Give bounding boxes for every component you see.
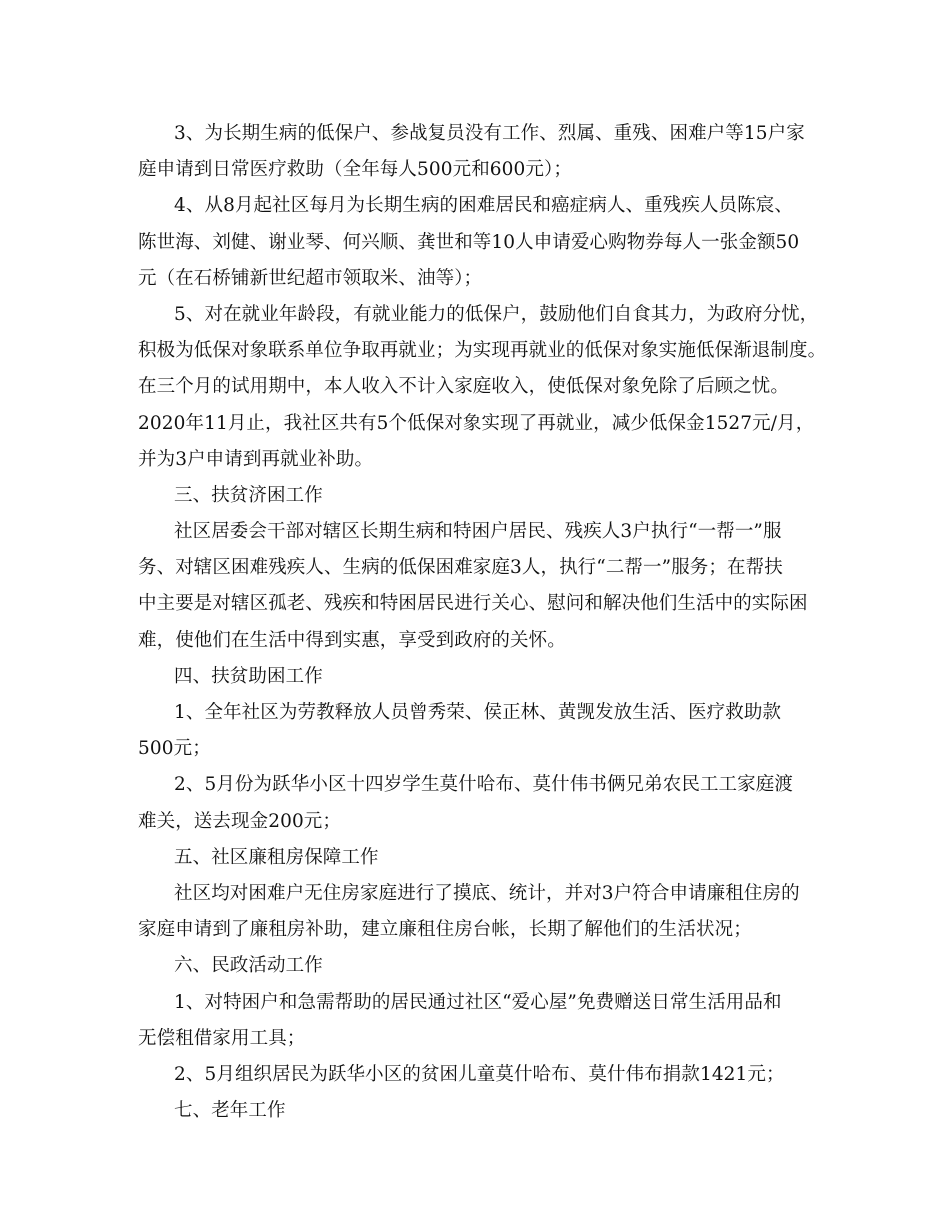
text-line: 500元； [138,738,211,760]
text-line: 无偿租借家用工具； [138,1027,306,1049]
text-line: 2、5月份为跃华小区十四岁学生莫什哈布、莫什伟书俩兄弟农民工工家庭渡 [174,774,793,796]
text-line: 并为3户申请到再就业补助。 [138,448,374,470]
text-line: 在三个月的试用期中，本人收入不计入家庭收入，使低保对象免除了后顾之忧。 [138,376,790,398]
text-line: 三、扶贫济困工作 [174,484,323,506]
text-line: 五、社区廉租房保障工作 [174,846,379,868]
text-line: 难关，送去现金200元； [138,810,342,832]
text-line: 积极为低保对象联系单位争取再就业；为实现再就业的低保对象实施低保渐退制度。 [138,340,827,362]
text-line: 4、从8月起社区每月为长期生病的困难居民和癌症病人、重残疾人员陈宸、 [174,195,793,217]
text-line: 1、对特困户和急需帮助的居民通过社区“爱心屋”免费赠送日常生活用品和 [174,991,782,1013]
text-line: 中主要是对辖区孤老、残疾和特困居民进行关心、慰问和解决他们生活中的实际困 [138,593,808,615]
text-line: 陈世海、刘健、谢业琴、何兴顺、龚世和等10人申请爱心购物券每人一张金额50 [138,231,800,253]
text-line: 1、全年社区为劳教释放人员曾秀荣、侯正林、黄觊发放生活、医疗救助款 [174,702,782,723]
text-line: 六、民政活动工作 [174,955,323,977]
text-line: 2、5月组织居民为跃华小区的贫困儿童莫什哈布、莫什伟布捐款1421元； [174,1063,785,1085]
text-line: 社区均对困难户无住房家庭进行了摸底、统计，并对3户符合申请廉租住房的 [174,882,800,904]
text-line: 社区居委会干部对辖区长期生病和特困户居民、残疾人3户执行“一帮一”服 [174,521,782,543]
text-line: 元（在石桥铺新世纪超市领取米、油等）； [138,267,483,289]
text-line: 七、老年工作 [174,1100,286,1122]
text-line: 3、为长期生病的低保户、参战复员没有工作、烈属、重残、困难户等15户家 [174,123,805,144]
text-line: 5、对在就业年龄段，有就业能力的低保户，鼓励他们自食其力，为政府分忧， [174,303,819,325]
text-line: 庭申请到日常医疗救助（全年每人500元和600元）； [138,159,572,181]
text-line: 2020年11月止，我社区共有5个低保对象实现了再就业，减少低保金1527元/月， [138,412,815,434]
text-line: 四、扶贫助困工作 [174,665,323,687]
text-line: 难，使他们在生活中得到实惠，享受到政府的关怀。 [138,629,566,651]
document-body [138,116,827,1129]
text-line: 家庭申请到了廉租房补助，建立廉租住房台帐，长期了解他们的生活状况； [138,919,752,941]
text-line: 务、对辖区困难残疾人、生病的低保困难家庭3人，执行“二帮一”服务；在帮扶 [138,557,783,579]
